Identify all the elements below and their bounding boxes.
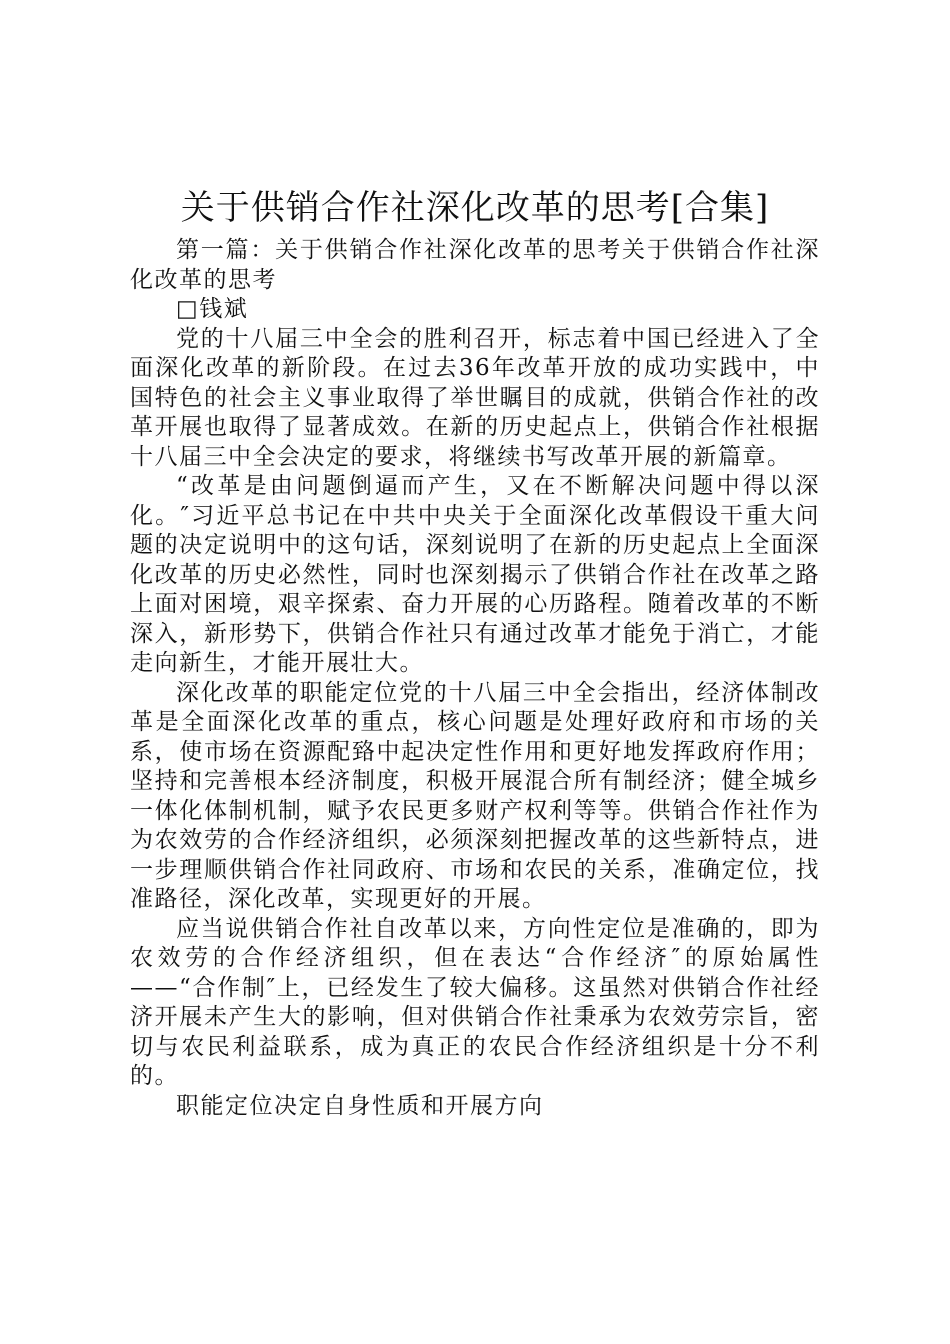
document-title: 关于供销合作社深化改革的思考[合集]: [180, 188, 770, 228]
document-body: [130, 236, 820, 1121]
paragraph: 应当说供销合作社自改革以来，方向性定位是准确的，即为农效劳的合作经济组织，但在表达“合作经济″的原始属性——“合作制″上，已经发生了较大偏移。这虽然对供销合作社经济开展未产生大的影响，但对供销合作社秉承为农效劳宗旨，密切与农民利益联系，成为真正的农民合作经济组织是十分不利的。: [130, 915, 820, 1089]
paragraph: “改革是由问题倒逼而产生，又在不断解决问题中得以深化。″习近平总书记在中共中央关于全面深化改革假设干重大问题的决定说明中的这句话，深刻说明了在新的历史起点上全面深化改革的历史必然性，同时也深刻揭示了供销合作社在改革之路上面对困境，艰辛探索、奋力开展的心历路程。随着改革的不断深入，新形势下，供销合作社只有通过改革才能免于消亡，才能走向新生，才能开展壮大。: [130, 473, 820, 676]
section-heading: 职能定位决定自身性质和开展方向: [176, 1092, 544, 1119]
paragraph: 深化改革的职能定位党的十八届三中全会指出，经济体制改革是全面深化改革的重点，核心问题是处理好政府和市场的关系，使市场在资源配臵中起决定性作用和更好地发挥政府作用；坚持和完善根本经济制度，积极开展混合所有制经济；健全城乡一体化体制机制，赋予农民更多财产权利等等。供销合作社作为为农效劳的合作经济组织，必须深刻把握改革的这些新特点，进一步理顺供销合作社同政府、市场和农民的关系，准确定位，找准路径，深化改革，实现更好的开展。: [130, 679, 820, 912]
paragraph-heading-first-article: 第一篇：关于供销合作社深化改革的思考关于供销合作社深化改革的思考: [130, 237, 820, 293]
paragraph: 党的十八届三中全会的胜利召开，标志着中国已经进入了全面深化改革的新阶段。在过去36年改革开放的成功实践中，中国特色的社会主义事业取得了举世瞩目的成就，供销合作社的改革开展也取得了显著成效。在新的历史起点上，供销合作社根据十八届三中全会决定的要求，将继续书写改革开展的新篇章。: [130, 325, 820, 470]
author-line: □钱斌: [176, 296, 249, 322]
